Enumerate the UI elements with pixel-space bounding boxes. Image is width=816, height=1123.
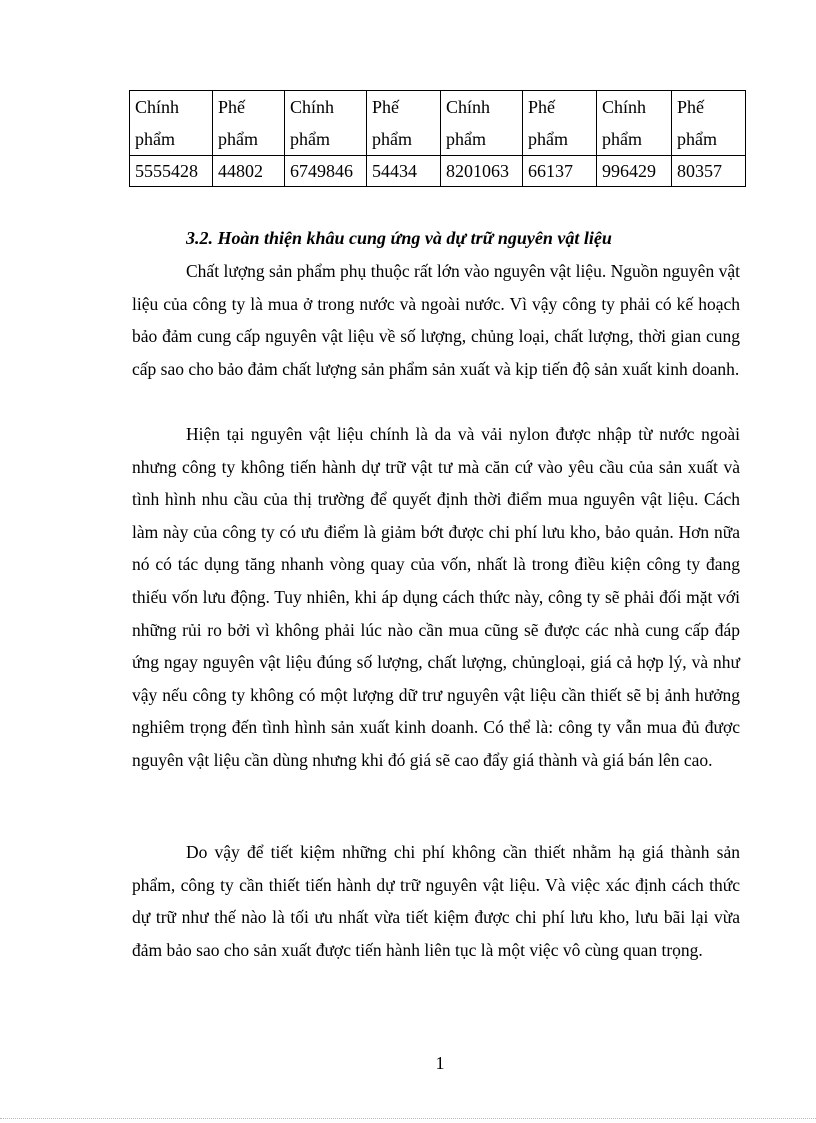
paragraph-3: Do vậy để tiết kiệm những chi phí không cần thiết nhằm hạ giá thành sản phẩm, công ty cần thiết tiến hành dự trữ nguyên vật liệu. Và việc xác định cách thức dự trữ như thế nào là tối ưu nhất vừa tiết kiệm được chi phí lưu kho, lưu bãi lại vừa đảm bảo sao cho sản xuất được tiến hành liên tục là một việc vô cùng quan trọng. bbox=[132, 842, 740, 960]
table-cell: 5555428 bbox=[130, 156, 213, 187]
table-header-row bbox=[130, 91, 746, 156]
table-cell: 54434 bbox=[367, 156, 441, 187]
table-header-cell: Chính phẩm bbox=[441, 91, 523, 156]
table-header-cell: Phế phẩm bbox=[367, 91, 441, 156]
production-table bbox=[129, 90, 746, 187]
paragraph-2: Hiện tại nguyên vật liệu chính là da và vải nylon được nhập từ nước ngoài nhưng công ty không tiến hành dự trữ vật tư mà căn cứ vào yêu cầu của sản xuất và tình hình nhu cầu của thị trường để quyết định thời điểm mua nguyên vật liệu. Cách làm này của công ty có ưu điểm là giảm bớt được chi phí lưu kho, bảo quản. Hơn nữa nó có tác dụng tăng nhanh vòng quay của vốn, nhất là trong điều kiện công ty đang thiếu vốn lưu động. Tuy nhiên, khi áp dụng cách thức này, công ty sẽ phải đối mặt với những rủi ro bởi vì không phải lúc nào cần mua cũng sẽ được các nhà cung cấp đáp ứng ngay nguyên vật liệu đúng số lượng, chất lượng, chủngloại, giá cả hợp lý, và như vậy nếu công ty không có một lượng dữ trư nguyên vật liệu cần thiết sẽ bị ảnh hưởng nghiêm trọng đến tình hình sản xuất kinh doanh. Có thể là: công ty vẫn mua đủ được nguyên vật liệu cần dùng nhưng khi đó giá sẽ cao đẩy giá thành và giá bán lên cao. bbox=[132, 424, 740, 770]
paragraph-1: Chất lượng sản phẩm phụ thuộc rất lớn vào nguyên vật liệu. Nguồn nguyên vật liệu của công ty là mua ở trong nước và ngoài nước. Vì vậy công ty phải có kế hoạch bảo đảm cung cấp nguyên vật liệu về số lượng, chủng loại, chất lượng, thời gian cung cấp sao cho bảo đảm chất lượng sản phẩm sản xuất và kịp tiến độ sản xuất kinh doanh. bbox=[132, 261, 740, 379]
table-header-cell: Chính phẩm bbox=[130, 91, 213, 156]
section-heading: 3.2. Hoàn thiện khâu cung ứng và dự trữ nguyên vật liệu bbox=[186, 228, 612, 248]
table-header-cell: Chính phẩm bbox=[597, 91, 672, 156]
table-header-cell: Phế phẩm bbox=[672, 91, 746, 156]
table-cell: 8201063 bbox=[441, 156, 523, 187]
table-cell: 80357 bbox=[672, 156, 746, 187]
table-cell: 996429 bbox=[597, 156, 672, 187]
table-cell: 6749846 bbox=[285, 156, 367, 187]
table-value-row bbox=[130, 156, 746, 187]
table-cell: 44802 bbox=[213, 156, 285, 187]
table-header-cell: Phế phẩm bbox=[523, 91, 597, 156]
page-number: 1 bbox=[435, 1053, 445, 1073]
table-cell: 66137 bbox=[523, 156, 597, 187]
page-bottom-divider bbox=[0, 1118, 816, 1119]
table-header-cell: Phế phẩm bbox=[213, 91, 285, 156]
table-header-cell: Chính phẩm bbox=[285, 91, 367, 156]
